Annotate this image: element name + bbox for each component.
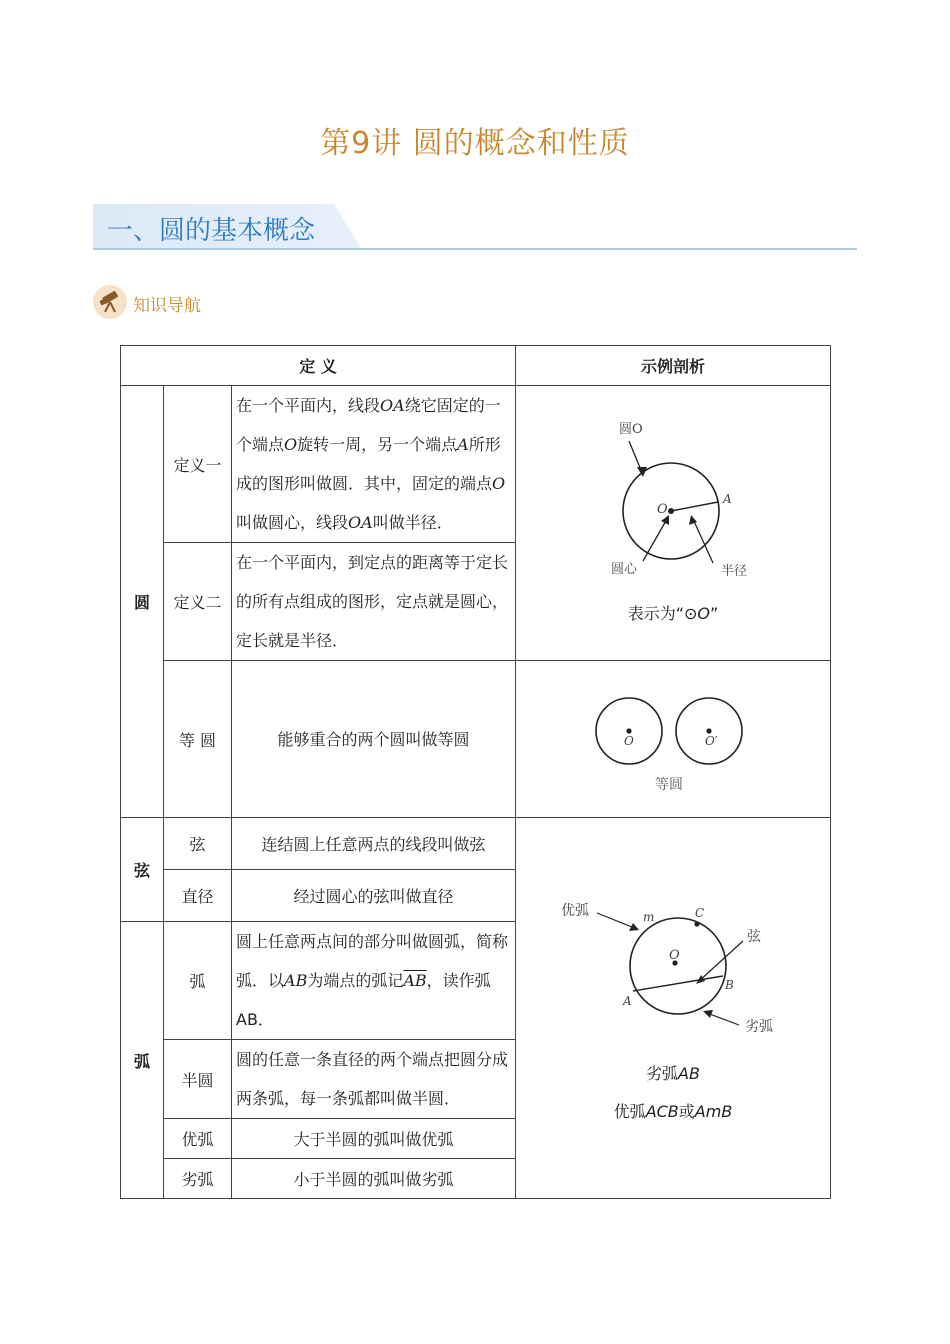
row-name-minor: 劣弧 [164,1159,232,1199]
page-title: 第9讲 圆的概念和性质 [320,126,630,161]
row-text-arc: 圆上任意两点间的部分叫做圆弧，简称弧．以AB为端点的弧记$\overline{AB}$，读作弧AB． [232,922,516,1040]
row-text-major: 大于半圆的弧叫做优弧 [232,1119,516,1159]
definition-table [120,345,831,1199]
table-row [121,818,831,870]
svg-text:半径: 半径 [721,564,748,579]
svg-text:B: B [725,978,734,992]
example-circle [516,386,831,661]
section-title: 一、圆的基本概念 [107,216,316,246]
group-chord: 弦 [121,818,164,922]
row-name-equal: 等 圆 [164,661,232,818]
row-text-equal: 能够重合的两个圆叫做等圆 [232,661,516,818]
svg-text:弦: 弦 [747,929,761,945]
row-text-diameter: 经过圆心的弦叫做直径 [232,870,516,922]
header-definition: 定 义 [121,346,516,386]
nav-label: 知识导航 [133,296,201,316]
section-underline [93,248,857,250]
arc-diagram [553,881,793,1131]
svg-text:O′: O′ [705,734,718,748]
table-row [121,661,831,818]
telescope-icon [93,285,127,319]
row-text-minor: 小于半圆的弧叫做劣弧 [232,1159,516,1199]
row-name-diameter: 直径 [164,870,232,922]
svg-text:劣弧: 劣弧 [745,1019,773,1035]
example-arc [516,818,831,1199]
group-circle: 圆 [121,386,164,818]
circle-diagram [563,411,783,631]
row-text-def1: 在一个平面内，线段OA绕它固定的一个端点O旋转一周，另一个端点A所形成的图形叫做圆．其中，固定的端点O叫做圆心，线段OA叫做半径． [232,386,516,543]
svg-text:圆心: 圆心 [611,562,638,577]
equal-circles-diagram [573,677,773,797]
row-text-semicircle: 圆的任意一条直径的两个端点把圆分成两条弧，每一条弧都叫做半圆． [232,1040,516,1119]
table-header-row [121,346,831,386]
svg-text:O: O [669,948,680,963]
svg-text:C: C [695,906,705,920]
row-name-arc: 弧 [164,922,232,1040]
svg-text:优弧ACB或AmB: 优弧ACB或AmB [613,1102,733,1121]
row-text-def2: 在一个平面内，到定点的距离等于定长的所有点组成的图形，定点就是圆心，定长就是半径． [232,543,516,661]
table-row [121,386,831,543]
row-name-semicircle: 半圆 [164,1040,232,1119]
header-example: 示例剖析 [516,346,831,386]
svg-text:等圆: 等圆 [655,777,683,793]
svg-text:表示为“⊙O”: 表示为“⊙O” [627,604,719,623]
svg-text:m: m [643,910,655,924]
row-name-chord: 弦 [164,818,232,870]
row-name-def2: 定义二 [164,543,232,661]
svg-text:O: O [657,502,668,517]
row-name-def1: 定义一 [164,386,232,543]
svg-text:劣弧AB: 劣弧AB [646,1064,700,1083]
row-text-chord: 连结圆上任意两点的线段叫做弦 [232,818,516,870]
svg-text:A: A [723,492,732,506]
svg-text:圆O: 圆O [619,422,643,437]
example-equal-circles [516,661,831,818]
svg-text:A: A [623,994,632,1008]
section-header [93,204,857,250]
row-name-major: 优弧 [164,1119,232,1159]
svg-text:优弧: 优弧 [561,903,589,919]
svg-text:O: O [624,734,634,748]
group-arc: 弧 [121,922,164,1199]
